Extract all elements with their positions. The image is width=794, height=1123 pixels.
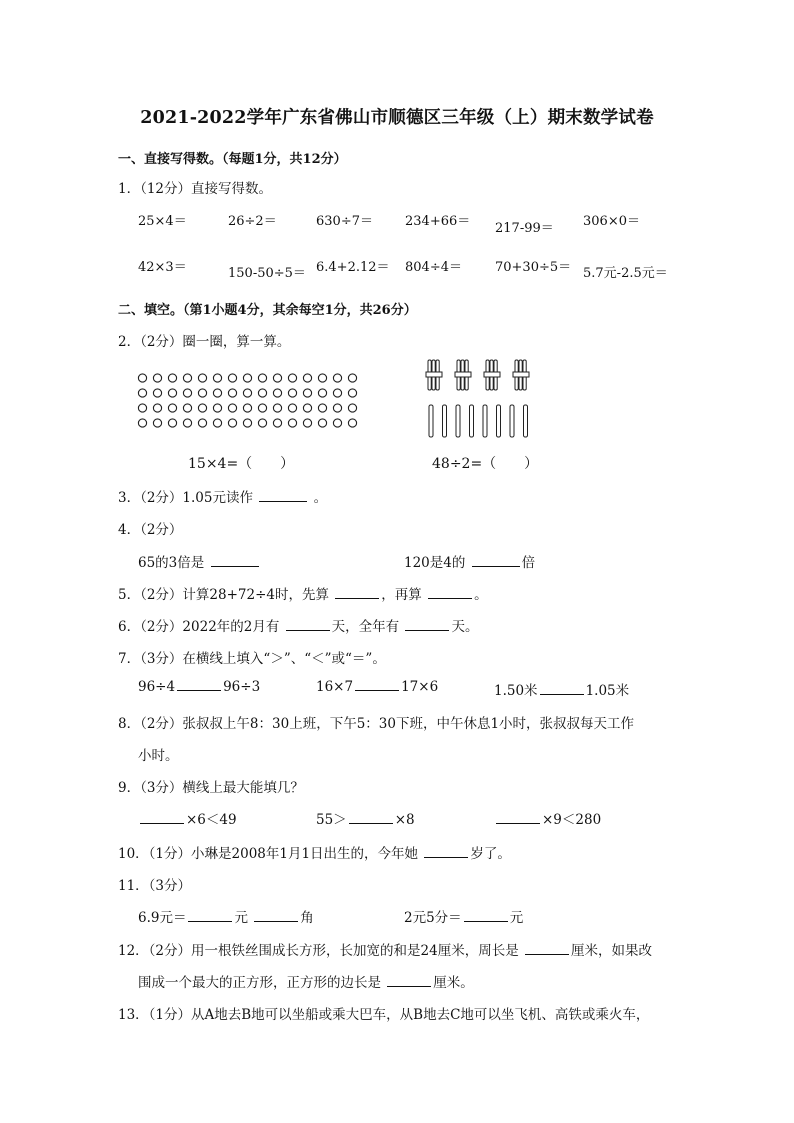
question-6 bbox=[118, 615, 478, 635]
q6-blank-2[interactable] bbox=[405, 629, 449, 631]
circle-dot bbox=[273, 419, 281, 427]
question-5 bbox=[118, 583, 488, 603]
circle-dot bbox=[213, 404, 221, 412]
q12-blank-2[interactable] bbox=[387, 985, 431, 987]
single-stick bbox=[524, 405, 528, 437]
q4-b-end: 倍 bbox=[521, 555, 536, 571]
circle-dot bbox=[348, 389, 356, 397]
circle-dot bbox=[348, 419, 356, 427]
circle-dot bbox=[318, 404, 326, 412]
circle-dot bbox=[138, 404, 146, 412]
q12-blank-1[interactable] bbox=[525, 953, 569, 955]
circle-dot bbox=[153, 389, 161, 397]
circle-dot bbox=[168, 374, 176, 382]
circle-dot bbox=[183, 419, 191, 427]
circle-dot bbox=[183, 374, 191, 382]
circle-dot bbox=[228, 374, 236, 382]
q12-text-4: 厘米。 bbox=[433, 975, 474, 991]
single-stick bbox=[497, 405, 501, 437]
q10-end: 岁了。 bbox=[470, 846, 511, 862]
sticks-figure bbox=[424, 358, 539, 440]
q11-a-mid: 元 bbox=[234, 910, 248, 926]
calc-item: 234+66＝ bbox=[405, 214, 471, 229]
calc-item: 804÷4＝ bbox=[405, 260, 462, 275]
circle-dot bbox=[228, 419, 236, 427]
circle-dot bbox=[168, 404, 176, 412]
circle-dot bbox=[288, 419, 296, 427]
q9-a-text: ×6＜49 bbox=[186, 812, 237, 828]
q3-blank[interactable] bbox=[259, 500, 307, 502]
circle-dot bbox=[168, 419, 176, 427]
q4-a-text: 65的3倍是 bbox=[138, 555, 205, 571]
single-stick bbox=[510, 405, 514, 437]
calc-item: 25×4＝ bbox=[138, 214, 187, 229]
q9-b bbox=[316, 808, 415, 828]
circle-dot bbox=[303, 404, 311, 412]
q2-right-equation: 48÷2=（ ） bbox=[432, 456, 539, 472]
circle-dot bbox=[138, 374, 146, 382]
q4-a-blank[interactable] bbox=[211, 565, 259, 567]
question-13-line-1: 13．（1分）从A地去B地可以坐船或乘大巴车，从B地去C地可以坐飞机、高铁或乘火车， bbox=[118, 1007, 650, 1023]
question-10 bbox=[118, 842, 511, 862]
circle-dot bbox=[273, 404, 281, 412]
stick-bundle bbox=[455, 360, 471, 390]
circle-dot bbox=[153, 404, 161, 412]
q5-blank-1[interactable] bbox=[335, 597, 379, 599]
circle-dot bbox=[198, 419, 206, 427]
question-11-label: 11．（3分） bbox=[118, 878, 192, 894]
q4-b-text: 120是4的 bbox=[404, 555, 466, 571]
circle-dot bbox=[198, 389, 206, 397]
circle-dot bbox=[318, 374, 326, 382]
section-heading-2: 二、填空。（第1小题4分，其余每空1分，共26分） bbox=[118, 303, 417, 318]
q4-b bbox=[404, 551, 535, 571]
single-stick bbox=[429, 405, 433, 437]
q4-b-blank[interactable] bbox=[472, 565, 520, 567]
q12-text-3: 围成一个最大的正方形，正方形的边长是 bbox=[138, 975, 381, 991]
q5-blank-2[interactable] bbox=[428, 597, 472, 599]
circle-dot bbox=[258, 404, 266, 412]
q3-text: 3．（2分）1.05元读作 bbox=[118, 490, 253, 506]
circle-dot bbox=[198, 404, 206, 412]
calc-item: 630÷7＝ bbox=[316, 214, 373, 229]
circle-dot bbox=[243, 389, 251, 397]
q3-end: 。 bbox=[313, 490, 328, 506]
single-stick bbox=[483, 405, 487, 437]
circle-dot bbox=[273, 374, 281, 382]
q9-b-end: ×8 bbox=[394, 812, 415, 828]
q7-left: 96÷4 bbox=[138, 679, 176, 695]
q7-left: 16×7 bbox=[316, 679, 354, 695]
q11-a-text: 6.9元＝ bbox=[138, 910, 187, 926]
q11-a bbox=[138, 906, 314, 926]
circle-dot bbox=[183, 389, 191, 397]
circle-dot bbox=[333, 389, 341, 397]
calc-item: 5.7元-2.5元＝ bbox=[583, 266, 668, 281]
q11-b-text: 2元5分＝ bbox=[404, 910, 462, 926]
circle-dot bbox=[303, 419, 311, 427]
circle-dot bbox=[228, 404, 236, 412]
q7-right: 17×6 bbox=[401, 679, 439, 695]
calc-item: 42×3＝ bbox=[138, 260, 187, 275]
q6-mid: 天，全年有 bbox=[331, 619, 400, 635]
q7-blank[interactable] bbox=[540, 693, 584, 695]
q4-a bbox=[138, 551, 261, 571]
q7-item bbox=[138, 679, 260, 695]
q10-blank[interactable] bbox=[424, 856, 468, 858]
circle-dot bbox=[288, 404, 296, 412]
stick-bundle bbox=[484, 360, 500, 390]
circle-dot bbox=[258, 374, 266, 382]
q11-b-blank[interactable] bbox=[464, 920, 508, 922]
circle-dot bbox=[153, 374, 161, 382]
calc-item: 26÷2＝ bbox=[228, 214, 277, 229]
q5-end: 。 bbox=[474, 587, 488, 603]
question-12-line-1 bbox=[118, 939, 652, 959]
circle-dot bbox=[318, 389, 326, 397]
circle-dot bbox=[258, 419, 266, 427]
q7-left: 1.50米 bbox=[494, 683, 538, 699]
circle-dot bbox=[213, 419, 221, 427]
circle-dot bbox=[348, 404, 356, 412]
q7-item bbox=[494, 679, 629, 699]
circle-dot bbox=[348, 374, 356, 382]
circle-dot bbox=[213, 374, 221, 382]
single-stick bbox=[470, 405, 474, 437]
circle-dot bbox=[138, 389, 146, 397]
question-4-label: 4．（2分） bbox=[118, 522, 183, 538]
q9-a bbox=[138, 808, 237, 828]
q10-text: 10．（1分）小琳是2008年1月1日出生的，今年她 bbox=[118, 846, 419, 862]
circle-dot bbox=[303, 374, 311, 382]
q11-a-blank-1[interactable] bbox=[188, 920, 232, 922]
q6-text: 6．（2分）2022年的2月有 bbox=[118, 619, 280, 635]
circle-dot bbox=[258, 389, 266, 397]
stick-bundle bbox=[426, 360, 442, 390]
circle-dot bbox=[213, 389, 221, 397]
q9-b-text: 55＞ bbox=[316, 812, 347, 828]
question-8-line-2: 小时。 bbox=[138, 748, 179, 764]
page-title: 2021-2022学年广东省佛山市顺德区三年级（上）期末数学试卷 bbox=[140, 108, 654, 128]
q9-b-blank[interactable] bbox=[349, 822, 393, 824]
single-stick bbox=[456, 405, 460, 437]
circles-figure bbox=[138, 372, 368, 434]
circle-dot bbox=[273, 389, 281, 397]
calc-item: 306×0＝ bbox=[583, 214, 640, 229]
q7-right: 96÷3 bbox=[223, 679, 261, 695]
calc-item: 150-50÷5＝ bbox=[228, 266, 306, 281]
circle-dot bbox=[183, 404, 191, 412]
circle-dot bbox=[153, 419, 161, 427]
calc-item: 70+30÷5＝ bbox=[495, 260, 572, 275]
question-2-label: 2．（2分）圈一圈，算一算。 bbox=[118, 334, 291, 350]
q6-blank-1[interactable] bbox=[286, 629, 330, 631]
circle-dot bbox=[168, 389, 176, 397]
q7-right: 1.05米 bbox=[585, 683, 630, 699]
q9-c-blank[interactable] bbox=[496, 822, 540, 824]
q7-blank[interactable] bbox=[177, 689, 221, 691]
q5-mid: ，再算 bbox=[381, 587, 422, 603]
q11-b bbox=[404, 906, 523, 926]
section-heading-1: 一、直接写得数。（每题1分，共12分） bbox=[118, 152, 347, 167]
circle-dot bbox=[288, 374, 296, 382]
stick-bundle bbox=[513, 360, 529, 390]
circle-dot bbox=[228, 389, 236, 397]
q12-text-2: 厘米，如果改 bbox=[571, 943, 652, 959]
circle-dot bbox=[198, 374, 206, 382]
q9-c-text: ×9＜280 bbox=[542, 812, 602, 828]
q7-item bbox=[316, 679, 438, 695]
question-8-line-1: 8．（2分）张叔叔上午8：30上班，下午5：30下班，中午休息1小时，张叔叔每天工作 bbox=[118, 716, 635, 732]
circle-dot bbox=[243, 419, 251, 427]
q11-b-end: 元 bbox=[509, 910, 524, 926]
circle-dot bbox=[333, 374, 341, 382]
q11-a-end: 角 bbox=[300, 910, 314, 926]
circle-dot bbox=[243, 404, 251, 412]
q9-c bbox=[494, 808, 601, 828]
q9-a-blank[interactable] bbox=[140, 822, 184, 824]
circle-dot bbox=[303, 389, 311, 397]
single-stick bbox=[443, 405, 447, 437]
question-12-line-2 bbox=[138, 971, 474, 991]
question-3 bbox=[118, 486, 327, 506]
circle-dot bbox=[138, 419, 146, 427]
question-7-label: 7．（3分）在横线上填入“＞”、“＜”或“＝”。 bbox=[118, 651, 386, 667]
calc-item: 6.4+2.12＝ bbox=[316, 260, 390, 275]
q6-end: 天。 bbox=[451, 619, 479, 635]
circle-dot bbox=[333, 404, 341, 412]
q12-text-1: 12．（2分）用一根铁丝围成长方形，长加宽的和是24厘米，周长是 bbox=[118, 943, 519, 959]
circle-dot bbox=[318, 419, 326, 427]
q5-text: 5．（2分）计算28+72÷4时，先算 bbox=[118, 587, 329, 603]
q7-blank[interactable] bbox=[355, 689, 399, 691]
circle-dot bbox=[333, 419, 341, 427]
circle-dot bbox=[243, 374, 251, 382]
question-9-label: 9．（3分）横线上最大能填几？ bbox=[118, 780, 304, 796]
question-1-label: 1．（12分）直接写得数。 bbox=[118, 181, 273, 197]
circle-dot bbox=[288, 389, 296, 397]
calc-item: 217-99＝ bbox=[495, 221, 554, 236]
q2-left-equation: 15×4=（ ） bbox=[188, 456, 295, 472]
q11-a-blank-2[interactable] bbox=[254, 920, 298, 922]
